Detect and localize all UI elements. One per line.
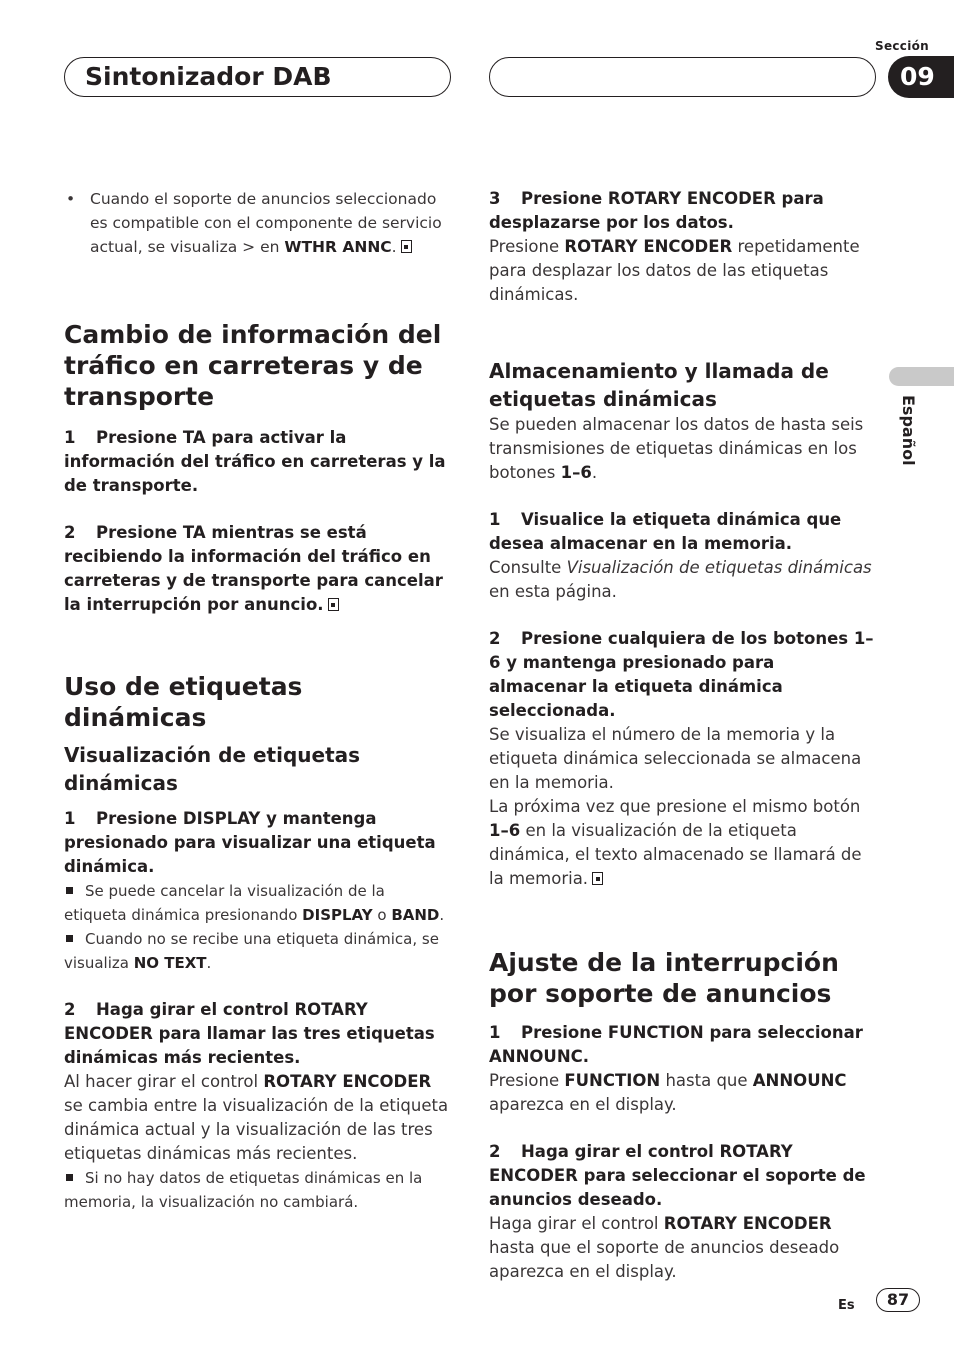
body-italic: Visualización de etiquetas dinámicas bbox=[566, 558, 872, 577]
body-text: repetidamente para desplazar los datos de las etiquetas dinámicas. bbox=[489, 237, 860, 304]
dynamic-labels-subheading: Visualización de etiquetas dinámicas bbox=[64, 743, 361, 795]
note-text: o bbox=[372, 906, 392, 924]
dynamic-step-1 bbox=[64, 807, 452, 879]
body-text: . bbox=[591, 463, 598, 482]
traffic-step-1 bbox=[64, 426, 452, 498]
section-label: Sección bbox=[875, 39, 930, 53]
header-blank-frame bbox=[489, 57, 876, 97]
scroll-step-3 bbox=[489, 187, 877, 235]
intro-bullet bbox=[64, 187, 452, 259]
body-text: en esta página. bbox=[489, 582, 617, 601]
storage-step-2-body-a: Se visualiza el número de la memoria y la etiqueta dinámica seleccionada se almacena en la memoria. bbox=[489, 725, 862, 792]
note-square-icon bbox=[66, 935, 73, 942]
announce-step-1 bbox=[489, 1021, 877, 1069]
body-bold: ROTARY ENCODER bbox=[263, 1072, 432, 1091]
intro-bullet-tail: . bbox=[391, 238, 397, 256]
step-text: Presione TA mientras se está recibiendo la información del tráfico en carreteras y de transporte para cancelar la interrupción por anuncio. bbox=[64, 523, 443, 614]
step-text: Haga girar el control ROTARY ENCODER para llamar las tres etiquetas dinámicas más recientes. bbox=[64, 1000, 435, 1067]
body-text: hasta que el soporte de anuncios deseado aparezca en el display. bbox=[489, 1238, 840, 1281]
dynamic-note-3 bbox=[64, 1166, 452, 1214]
body-bold: ANNOUNC bbox=[752, 1071, 847, 1090]
storage-step-2 bbox=[489, 627, 877, 723]
note-square-icon bbox=[66, 887, 73, 894]
body-bold: ROTARY ENCODER bbox=[663, 1214, 832, 1233]
note-text: Si no hay datos de etiquetas dinámicas en la memoria, la visualización no cambiará. bbox=[64, 1169, 423, 1211]
dynamic-step-2 bbox=[64, 998, 452, 1070]
body-text: Haga girar el control bbox=[489, 1214, 664, 1233]
page-header-title: Sintonizador DAB bbox=[85, 62, 332, 91]
storage-intro bbox=[489, 413, 877, 485]
body-text: hasta que bbox=[660, 1071, 753, 1090]
footer-language-code: Es bbox=[838, 1298, 855, 1313]
step-text: Presione ROTARY ENCODER para desplazarse por los datos. bbox=[489, 189, 824, 232]
step-number: 3 bbox=[489, 189, 501, 208]
announce-step-2-body bbox=[489, 1212, 877, 1284]
language-tab bbox=[889, 367, 954, 386]
note-bold: DISPLAY bbox=[302, 906, 373, 924]
note-square-icon bbox=[66, 1174, 73, 1181]
step-number: 2 bbox=[489, 1142, 501, 1161]
section-number-badge: 09 bbox=[888, 56, 954, 98]
end-mark-icon bbox=[592, 872, 603, 885]
left-column bbox=[64, 187, 452, 1214]
step-number: 1 bbox=[489, 510, 501, 529]
announce-step-1-body bbox=[489, 1069, 877, 1117]
body-bold: ROTARY ENCODER bbox=[564, 237, 733, 256]
traffic-step-2 bbox=[64, 521, 452, 617]
body-text: Consulte bbox=[489, 558, 567, 577]
step-number: 2 bbox=[489, 629, 501, 648]
intro-bullet-bold: WTHR ANNC bbox=[284, 238, 392, 256]
body-text: Se pueden almacenar los datos de hasta seis transmisiones de etiquetas dinámicas en los botones bbox=[489, 415, 864, 482]
body-text: Presione bbox=[489, 237, 565, 256]
end-mark-icon bbox=[328, 598, 339, 611]
body-bold: 1–6 bbox=[489, 821, 521, 840]
note-bold: NO TEXT bbox=[133, 954, 207, 972]
step-number: 1 bbox=[64, 428, 76, 447]
step-text: Presione TA para activar la información del tráfico en carreteras y la de transporte. bbox=[64, 428, 446, 495]
dynamic-labels-heading: Uso de etiquetas dinámicas bbox=[64, 672, 303, 732]
note-text: Cuando no se recibe una etiqueta dinámica, se visualiza bbox=[64, 930, 439, 972]
body-text: Al hacer girar el control bbox=[64, 1072, 264, 1091]
storage-step-2-body-b bbox=[489, 795, 877, 891]
page-number: 87 bbox=[876, 1288, 920, 1312]
announce-heading: Ajuste de la interrupción por soporte de anuncios bbox=[489, 948, 839, 1008]
intro-bullet-text: Cuando el soporte de anuncios seleccionado es compatible con el componente de servicio actual, se visualiza > en bbox=[90, 190, 442, 256]
step-number: 2 bbox=[64, 523, 76, 542]
note-text: . bbox=[439, 906, 445, 924]
step-number: 2 bbox=[64, 1000, 76, 1019]
dynamic-step-2-body bbox=[64, 1070, 452, 1166]
body-bold: FUNCTION bbox=[564, 1071, 661, 1090]
body-text: en la visualización de la etiqueta dinámica, el texto almacenado se llamará de la memoria. bbox=[489, 821, 862, 888]
storage-step-1-body bbox=[489, 556, 877, 604]
step-text: Presione FUNCTION para seleccionar ANNOUNC. bbox=[489, 1023, 863, 1066]
dynamic-note-1 bbox=[64, 879, 452, 927]
step-text: Presione DISPLAY y mantenga presionado para visualizar una etiqueta dinámica. bbox=[64, 809, 436, 876]
announce-step-2 bbox=[489, 1140, 877, 1212]
note-bold: BAND bbox=[391, 906, 440, 924]
scroll-step-3-body bbox=[489, 235, 877, 307]
body-text: se cambia entre la visualización de la etiqueta dinámica actual y la visualización de las tres etiquetas dinámicas más recientes. bbox=[64, 1096, 449, 1163]
storage-step-1 bbox=[489, 508, 877, 556]
traffic-heading: Cambio de información del tráfico en carreteras y de transporte bbox=[64, 320, 442, 411]
body-bold: 1–6 bbox=[560, 463, 592, 482]
body-text: La próxima vez que presione el mismo botón bbox=[489, 797, 861, 816]
step-text: Haga girar el control ROTARY ENCODER para seleccionar el soporte de anuncios deseado. bbox=[489, 1142, 866, 1209]
end-mark-icon bbox=[401, 240, 412, 253]
header-title-frame bbox=[64, 57, 451, 97]
step-text: Visualice la etiqueta dinámica que desea almacenar en la memoria. bbox=[489, 510, 842, 553]
step-number: 1 bbox=[489, 1023, 501, 1042]
storage-heading: Almacenamiento y llamada de etiquetas dinámicas bbox=[489, 359, 829, 411]
language-label: Español bbox=[899, 395, 918, 466]
note-text: . bbox=[206, 954, 212, 972]
body-text: aparezca en el display. bbox=[489, 1095, 677, 1114]
right-column bbox=[489, 187, 877, 1284]
step-text: Presione cualquiera de los botones 1–6 y mantenga presionado para almacenar la etiqueta dinámica seleccionada. bbox=[489, 629, 874, 720]
dynamic-note-2 bbox=[64, 927, 452, 975]
step-number: 1 bbox=[64, 809, 76, 828]
note-text: Se puede cancelar la visualización de la etiqueta dinámica presionando bbox=[64, 882, 385, 924]
body-text: Presione bbox=[489, 1071, 565, 1090]
